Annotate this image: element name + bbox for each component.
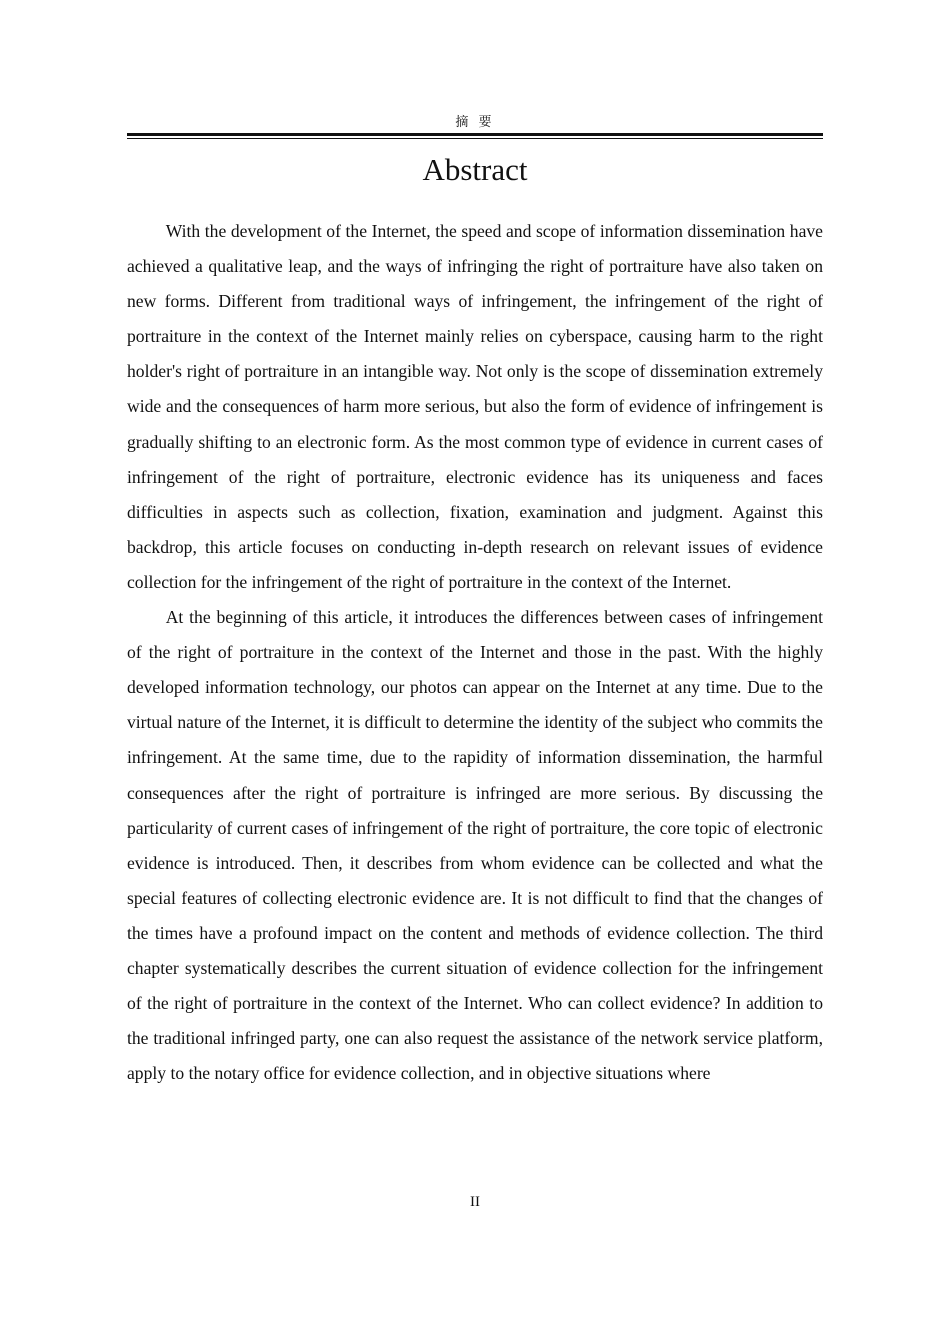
abstract-paragraph-1: With the development of the Internet, the speed and scope of information dissemination have achieved a qualitative leap, and the ways of infringing the right of portraiture have also taken on new forms. Different from traditional ways of infringement, the infringement of the right of portraiture in the context of the Internet mainly relies on cyberspace, causing harm to the right holder's right of portraiture in an intangible way. Not only is the scope of dissemination extremely wide and the consequences of harm more serious, but also the form of evidence of infringement is gradually shifting to an electronic form. As the most common type of evidence in current cases of infringement of the right of portraiture, electronic evidence has its uniqueness and faces difficulties in aspects such as collection, fixation, examination and judgment. Against this backdrop, this article focuses on conducting in-depth research on relevant issues of evidence collection for the infringement of the right of portraiture in the context of the Internet. bbox=[127, 221, 823, 592]
abstract-title: Abstract bbox=[422, 152, 528, 187]
page-number: II bbox=[470, 1194, 480, 1210]
abstract-body bbox=[127, 214, 823, 1091]
header-rule-thin bbox=[127, 138, 823, 139]
abstract-paragraph-2: At the beginning of this article, it introduces the differences between cases of infringement of the right of portraiture in the context of the Internet and those in the past. With the highly developed information technology, our photos can appear on the Internet at any time. Due to the virtual nature of the Internet, it is difficult to determine the identity of the subject who commits the infringement. At the same time, due to the rapidity of information dissemination, the harmful consequences after the right of portraiture is infringed are more serious. By discussing the particularity of current cases of infringement of the right of portraiture, the core topic of electronic evidence is introduced. Then, it describes from whom evidence can be collected and what the special features of collecting electronic evidence are. It is not difficult to find that the changes of the times have a profound impact on the content and methods of evidence collection. The third chapter systematically describes the current situation of evidence collection for the infringement of the right of portraiture in the context of the Internet. Who can collect evidence? In addition to the traditional infringed party, one can also request the assistance of the network service platform, apply to the notary office for evidence collection, and in objective situations where bbox=[127, 607, 823, 1084]
header-rule-thick bbox=[127, 133, 823, 136]
running-header: 摘 要 bbox=[455, 115, 495, 130]
